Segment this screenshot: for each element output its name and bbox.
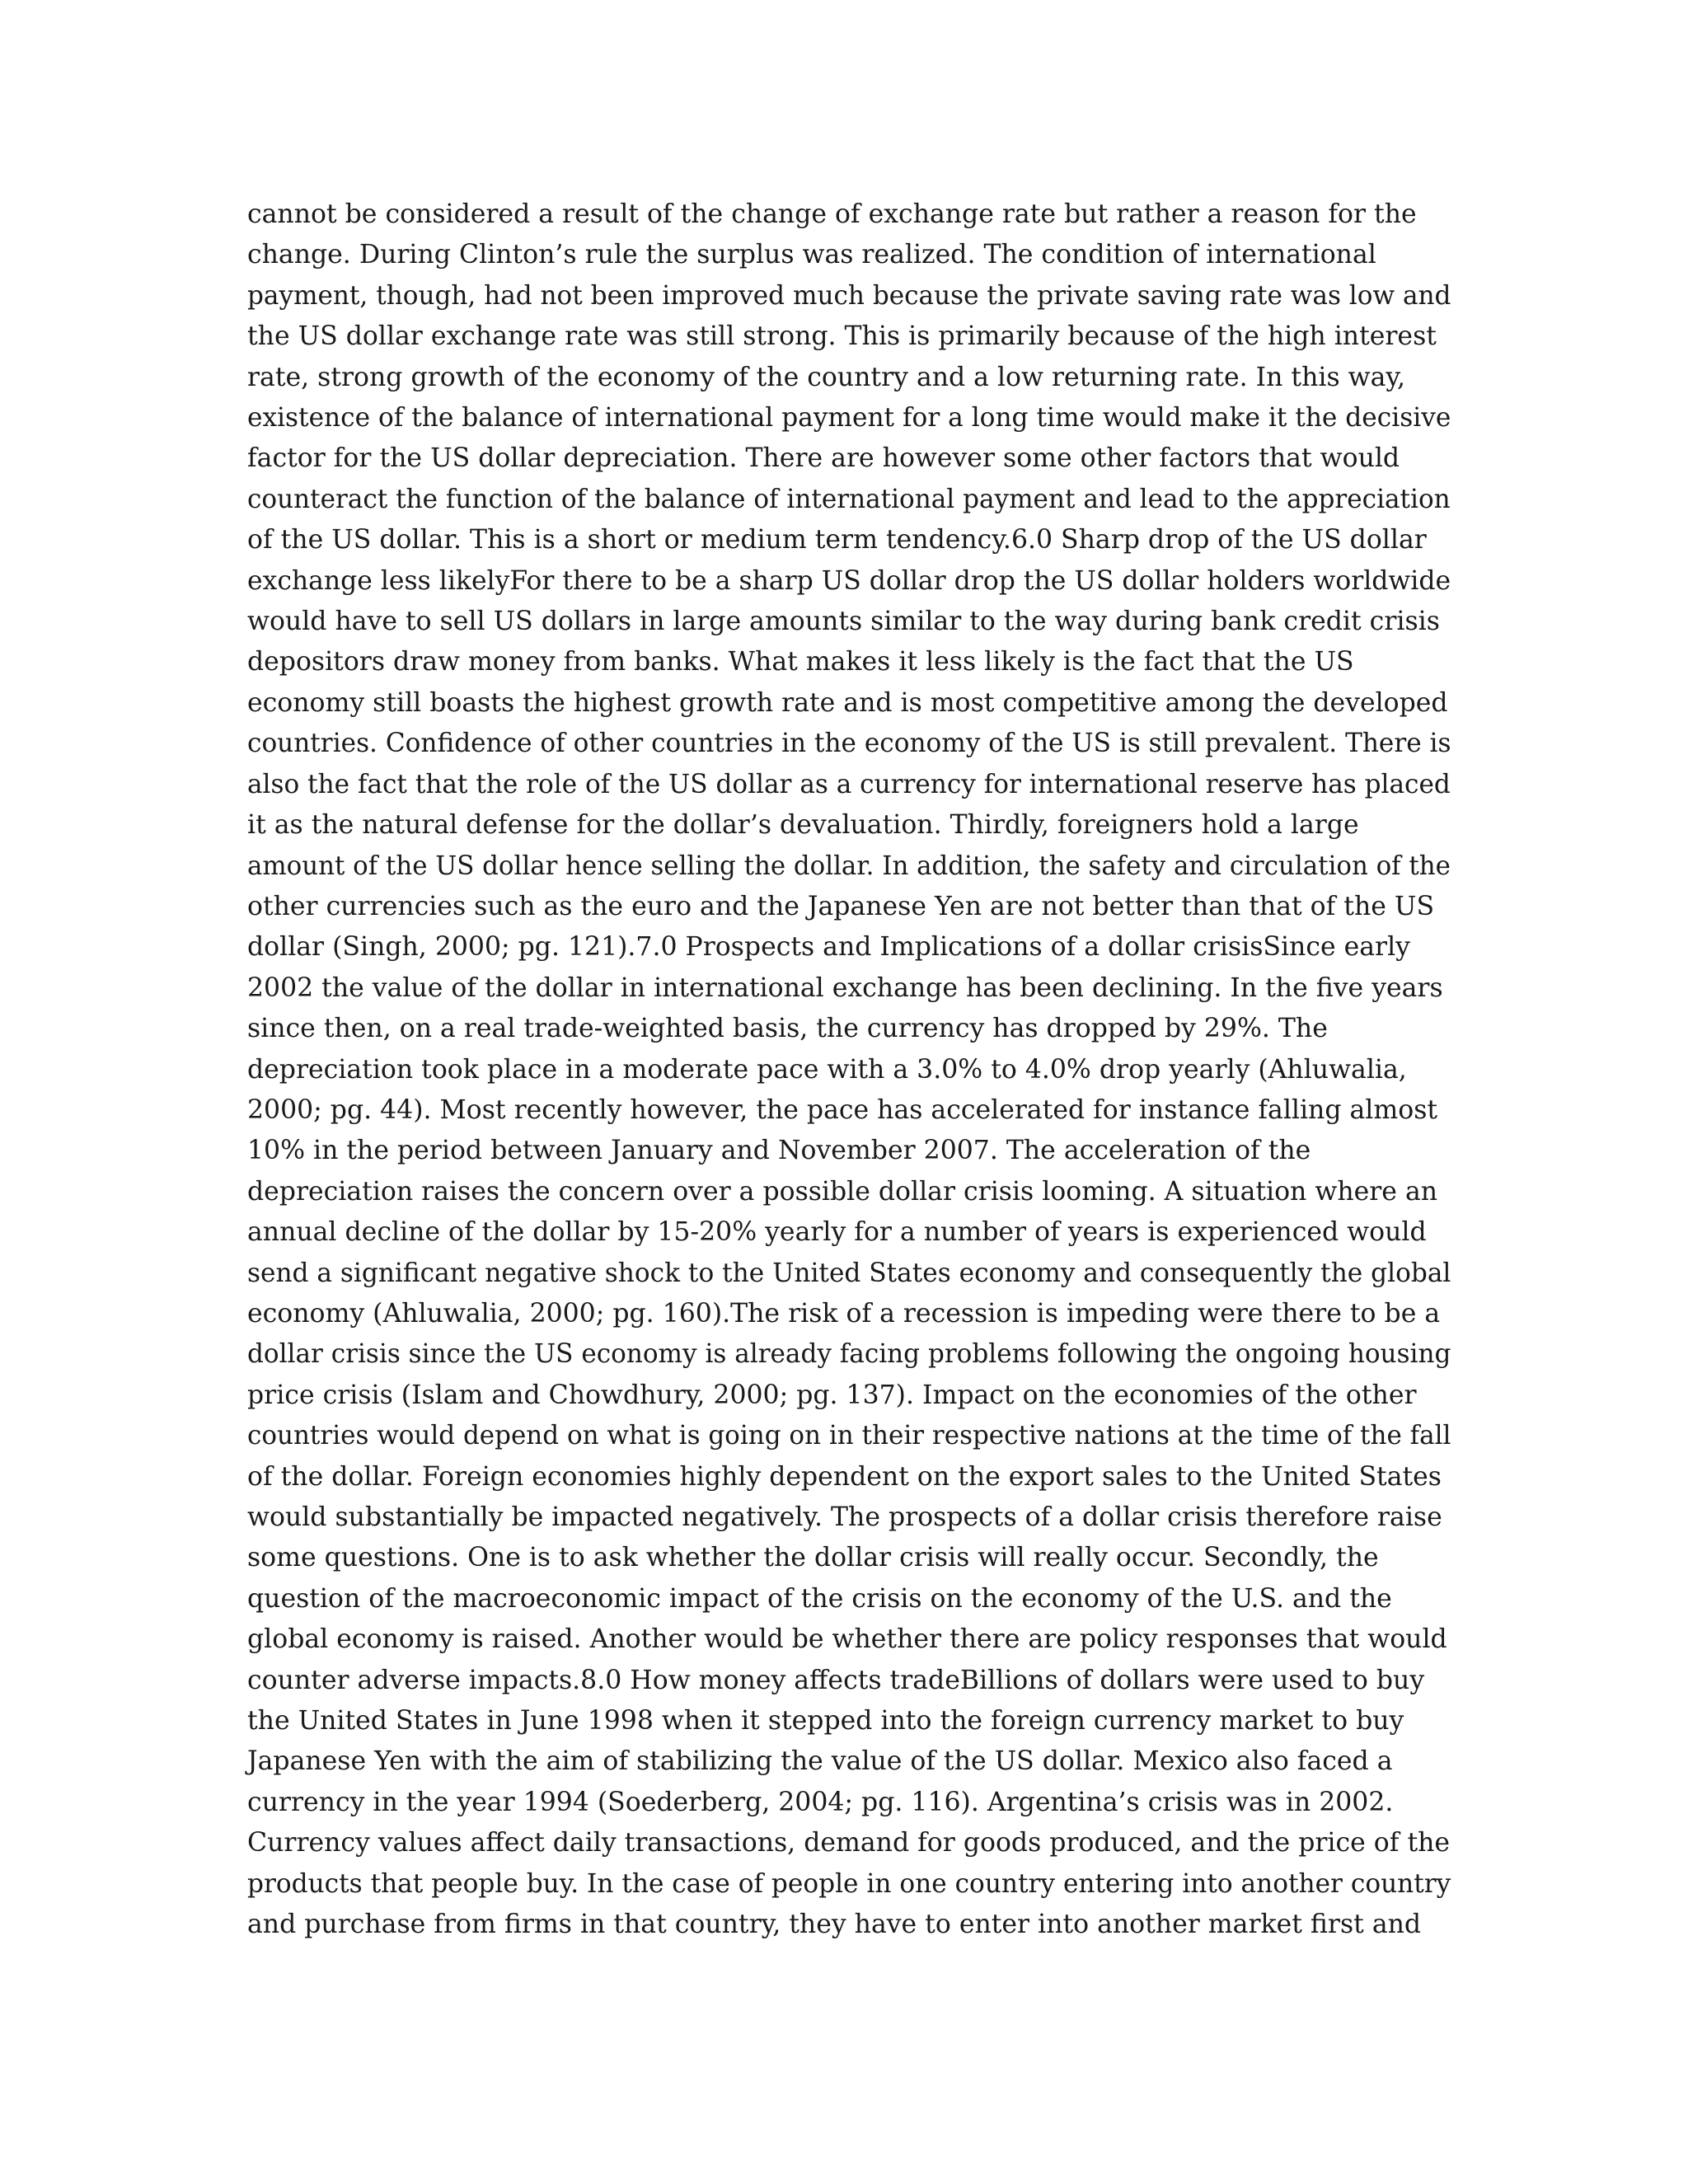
text-line: would substantially be impacted negatively. The prospects of a dollar crisis therefore raise <box>247 1502 1442 1532</box>
text-line: cannot be considered a result of the change of exchange rate but rather a reason for the <box>247 199 1417 229</box>
text-line: price crisis (Islam and Chowdhury, 2000; pg. 137). Impact on the economies of the other <box>247 1380 1417 1410</box>
text-line: the US dollar exchange rate was still strong. This is primarily because of the high interest <box>247 321 1437 352</box>
text-line: 10% in the period between January and November 2007. The acceleration of the <box>247 1136 1311 1166</box>
text-line: products that people buy. In the case of people in one country entering into another country <box>247 1868 1451 1899</box>
text-line: counter adverse impacts.8.0 How money affects tradeBillions of dollars were used to buy <box>247 1665 1425 1695</box>
text-line: Japanese Yen with the aim of stabilizing the value of the US dollar. Mexico also faced a <box>247 1746 1393 1777</box>
text-line: economy (Ahluwalia, 2000; pg. 160).The risk of a recession is impeding were there to be a <box>247 1298 1441 1329</box>
text-line: payment, though, had not been improved much because the private saving rate was low and <box>247 280 1451 311</box>
text-line: change. During Clinton’s rule the surplus was realized. The condition of international <box>247 240 1376 270</box>
text-line: depreciation raises the concern over a possible dollar crisis looming. A situation where an <box>247 1176 1438 1207</box>
text-line: would have to sell US dollars in large amounts similar to the way during bank credit crisis <box>247 607 1440 637</box>
text-line: annual decline of the dollar by 15-20% yearly for a number of years is experienced would <box>247 1217 1427 1248</box>
text-line: since then, on a real trade-weighted basis, the currency has dropped by 29%. The <box>247 1014 1328 1044</box>
text-line: other currencies such as the euro and the Japanese Yen are not better than that of the US <box>247 891 1435 921</box>
text-line: some questions. One is to ask whether the dollar crisis will really occur. Secondly, the <box>247 1543 1379 1573</box>
text-line: depreciation took place in a moderate pace with a 3.0% to 4.0% drop yearly (Ahluwalia, <box>247 1054 1407 1085</box>
text-line: currency in the year 1994 (Soederberg, 2004; pg. 116). Argentina’s crisis was in 2002. <box>247 1787 1394 1817</box>
text-line: of the US dollar. This is a short or medium term tendency.6.0 Sharp drop of the US dollar <box>247 525 1427 555</box>
text-line: amount of the US dollar hence selling the dollar. In addition, the safety and circulation of the <box>247 851 1451 881</box>
text-line: also the fact that the role of the US dollar as a currency for international reserve has placed <box>247 769 1451 799</box>
text-line: and purchase from firms in that country, they have to enter into another market first and <box>247 1910 1422 1940</box>
text-line: countries would depend on what is going on in their respective nations at the time of the fall <box>247 1421 1451 1451</box>
text-line: dollar crisis since the US economy is already facing problems following the ongoing housing <box>247 1339 1451 1370</box>
text-line: send a significant negative shock to the United States economy and consequently the global <box>247 1258 1451 1288</box>
text-line: factor for the US dollar depreciation. There are however some other factors that would <box>247 443 1400 474</box>
text-line: counteract the function of the balance of international payment and lead to the appreciation <box>247 484 1451 514</box>
text-line: existence of the balance of international payment for a long time would make it the decisive <box>247 403 1451 434</box>
body-text <box>247 194 1451 1945</box>
text-line: depositors draw money from banks. What makes it less likely is the fact that the US <box>247 647 1354 677</box>
text-line: exchange less likelyFor there to be a sharp US dollar drop the US dollar holders worldwide <box>247 565 1451 596</box>
text-line: 2000; pg. 44). Most recently however, the pace has accelerated for instance falling almost <box>247 1094 1438 1125</box>
text-line: 2002 the value of the dollar in international exchange has been declining. In the five years <box>247 972 1443 1003</box>
text-line: global economy is raised. Another would be whether there are policy responses that would <box>247 1624 1447 1655</box>
text-line: question of the macroeconomic impact of the crisis on the economy of the U.S. and the <box>247 1583 1392 1614</box>
text-line: of the dollar. Foreign economies highly dependent on the export sales to the United States <box>247 1461 1442 1492</box>
text-line: countries. Confidence of other countries in the economy of the US is still prevalent. There is <box>247 729 1451 759</box>
text-line: the United States in June 1998 when it stepped into the foreign currency market to buy <box>247 1706 1404 1736</box>
text-line: Currency values affect daily transactions, demand for goods produced, and the price of the <box>247 1828 1451 1858</box>
text-line: it as the natural defense for the dollar’s devaluation. Thirdly, foreigners hold a large <box>247 810 1359 841</box>
text-line: rate, strong growth of the economy of the country and a low returning rate. In this way, <box>247 362 1405 392</box>
text-line: economy still boasts the highest growth rate and is most competitive among the developed <box>247 687 1448 718</box>
text-line: dollar (Singh, 2000; pg. 121).7.0 Prospects and Implications of a dollar crisisSince early <box>247 932 1410 963</box>
